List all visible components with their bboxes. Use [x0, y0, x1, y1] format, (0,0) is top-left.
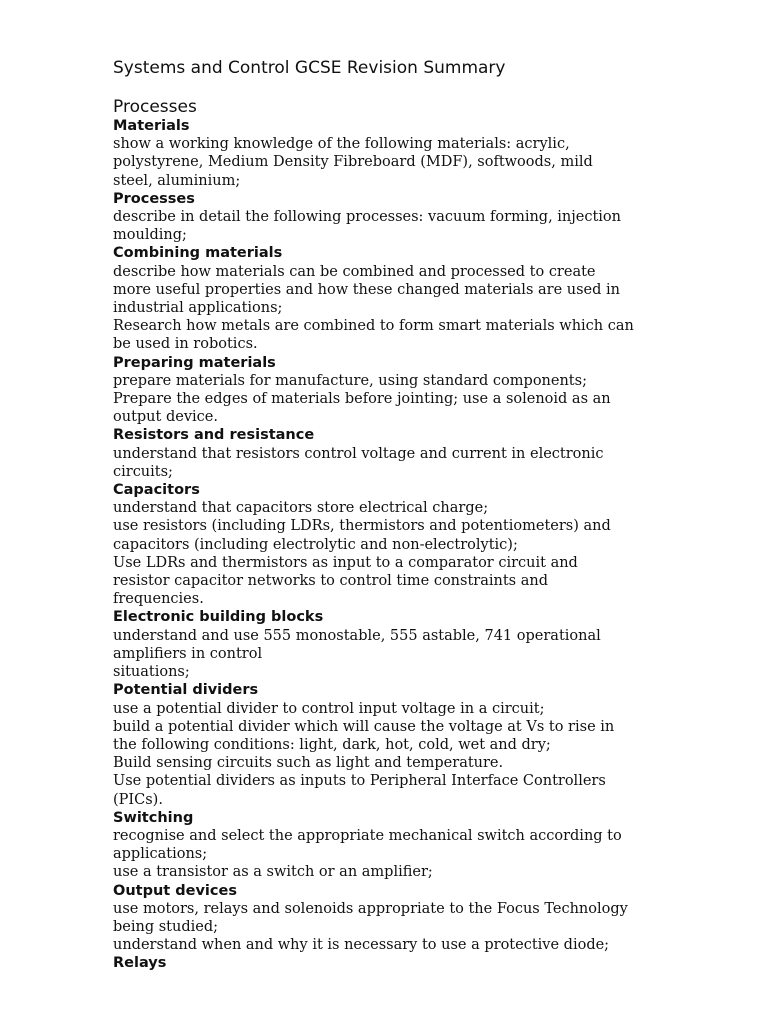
- topic-heading: Combining materials: [113, 245, 283, 262]
- topic-text-line: be used in robotics.: [113, 336, 258, 353]
- topic-heading: Materials: [113, 118, 190, 134]
- topic-text-line: use a potential divider to control input voltage in a circuit;: [113, 700, 545, 717]
- topic-text-line: steel, aluminium;: [113, 172, 241, 189]
- topic-text-line: resistor capacitor networks to control time constraints and: [113, 573, 548, 590]
- topic-text-line: describe how materials can be combined and processed to create: [113, 263, 596, 280]
- topic-text-line: recognise and select the appropriate mechanical switch according to: [113, 827, 622, 844]
- topic-text-line: understand and use 555 monostable, 555 astable, 741 operational: [113, 627, 601, 644]
- topic-text-line: (PICs).: [113, 791, 163, 808]
- topic-heading: Electronic building blocks: [113, 609, 324, 626]
- topic-block: [113, 882, 673, 955]
- topic-text-line: amplifiers in control: [113, 645, 263, 662]
- topic-heading: Switching: [113, 809, 194, 826]
- topic-text-line: show a working knowledge of the following materials: acrylic,: [113, 136, 570, 153]
- topic-text-line: moulding;: [113, 227, 187, 244]
- topic-text-line: understand that resistors control voltage and current in electronic: [113, 445, 604, 462]
- topic-block: [113, 426, 673, 481]
- topic-text-line: capacitors (including electrolytic and non-electrolytic);: [113, 536, 518, 553]
- topic-block: [113, 954, 673, 972]
- topic-text-line: circuits;: [113, 463, 173, 480]
- topic-block: [113, 809, 673, 882]
- topic-text-line: Use LDRs and thermistors as input to a comparator circuit and: [113, 554, 578, 571]
- section-title: Processes: [113, 97, 197, 117]
- topic-text-line: more useful properties and how these changed materials are used in: [113, 281, 620, 298]
- document-title: Systems and Control GCSE Revision Summary: [113, 58, 506, 78]
- topic-text-line: use a transistor as a switch or an amplifier;: [113, 864, 433, 881]
- topic-block: [113, 481, 673, 608]
- topic-heading: Output devices: [113, 882, 237, 899]
- topic-text-line: describe in detail the following processes: vacuum forming, injection: [113, 209, 622, 226]
- topic-text-line: prepare materials for manufacture, using standard components;: [113, 372, 587, 389]
- topic-block: [113, 681, 673, 808]
- topic-text-line: use resistors (including LDRs, thermistors and potentiometers) and: [113, 518, 611, 535]
- topic-text-line: understand when and why it is necessary to use a protective diode;: [113, 937, 610, 954]
- topic-text-line: Use potential dividers as inputs to Peripheral Interface Controllers: [113, 773, 606, 790]
- topic-text-line: frequencies.: [113, 591, 204, 608]
- topic-heading: Preparing materials: [113, 354, 276, 371]
- topic-text-line: Research how metals are combined to form smart materials which can: [113, 318, 634, 335]
- topic-text-line: build a potential divider which will cause the voltage at Vs to rise in: [113, 718, 615, 735]
- topic-text-line: understand that capacitors store electrical charge;: [113, 500, 489, 517]
- topic-text-line: being studied;: [113, 918, 219, 935]
- topic-heading: Processes: [113, 190, 195, 207]
- topic-list: [113, 117, 673, 973]
- topic-block: [113, 190, 673, 245]
- topic-text-line: Prepare the edges of materials before jointing; use a solenoid as an: [113, 391, 611, 408]
- topic-text-line: Build sensing circuits such as light and temperature.: [113, 755, 504, 772]
- topic-heading: Potential dividers: [113, 682, 259, 699]
- topic-text-line: situations;: [113, 664, 190, 681]
- topic-text-line: industrial applications;: [113, 300, 283, 317]
- document-page: [113, 56, 673, 973]
- topic-heading: Relays: [113, 955, 167, 972]
- topic-block: [113, 244, 673, 353]
- topic-text-line: polystyrene, Medium Density Fibreboard (MDF), softwoods, mild: [113, 154, 593, 171]
- topic-block: [113, 117, 673, 190]
- topic-text-line: applications;: [113, 846, 208, 863]
- topic-text-line: the following conditions: light, dark, hot, cold, wet and dry;: [113, 736, 551, 753]
- topic-text-line: output device.: [113, 409, 218, 426]
- topic-text-line: use motors, relays and solenoids appropriate to the Focus Technology: [113, 900, 628, 917]
- topic-block: [113, 608, 673, 681]
- topic-heading: Resistors and resistance: [113, 427, 315, 444]
- topic-heading: Capacitors: [113, 482, 200, 499]
- topic-block: [113, 354, 673, 427]
